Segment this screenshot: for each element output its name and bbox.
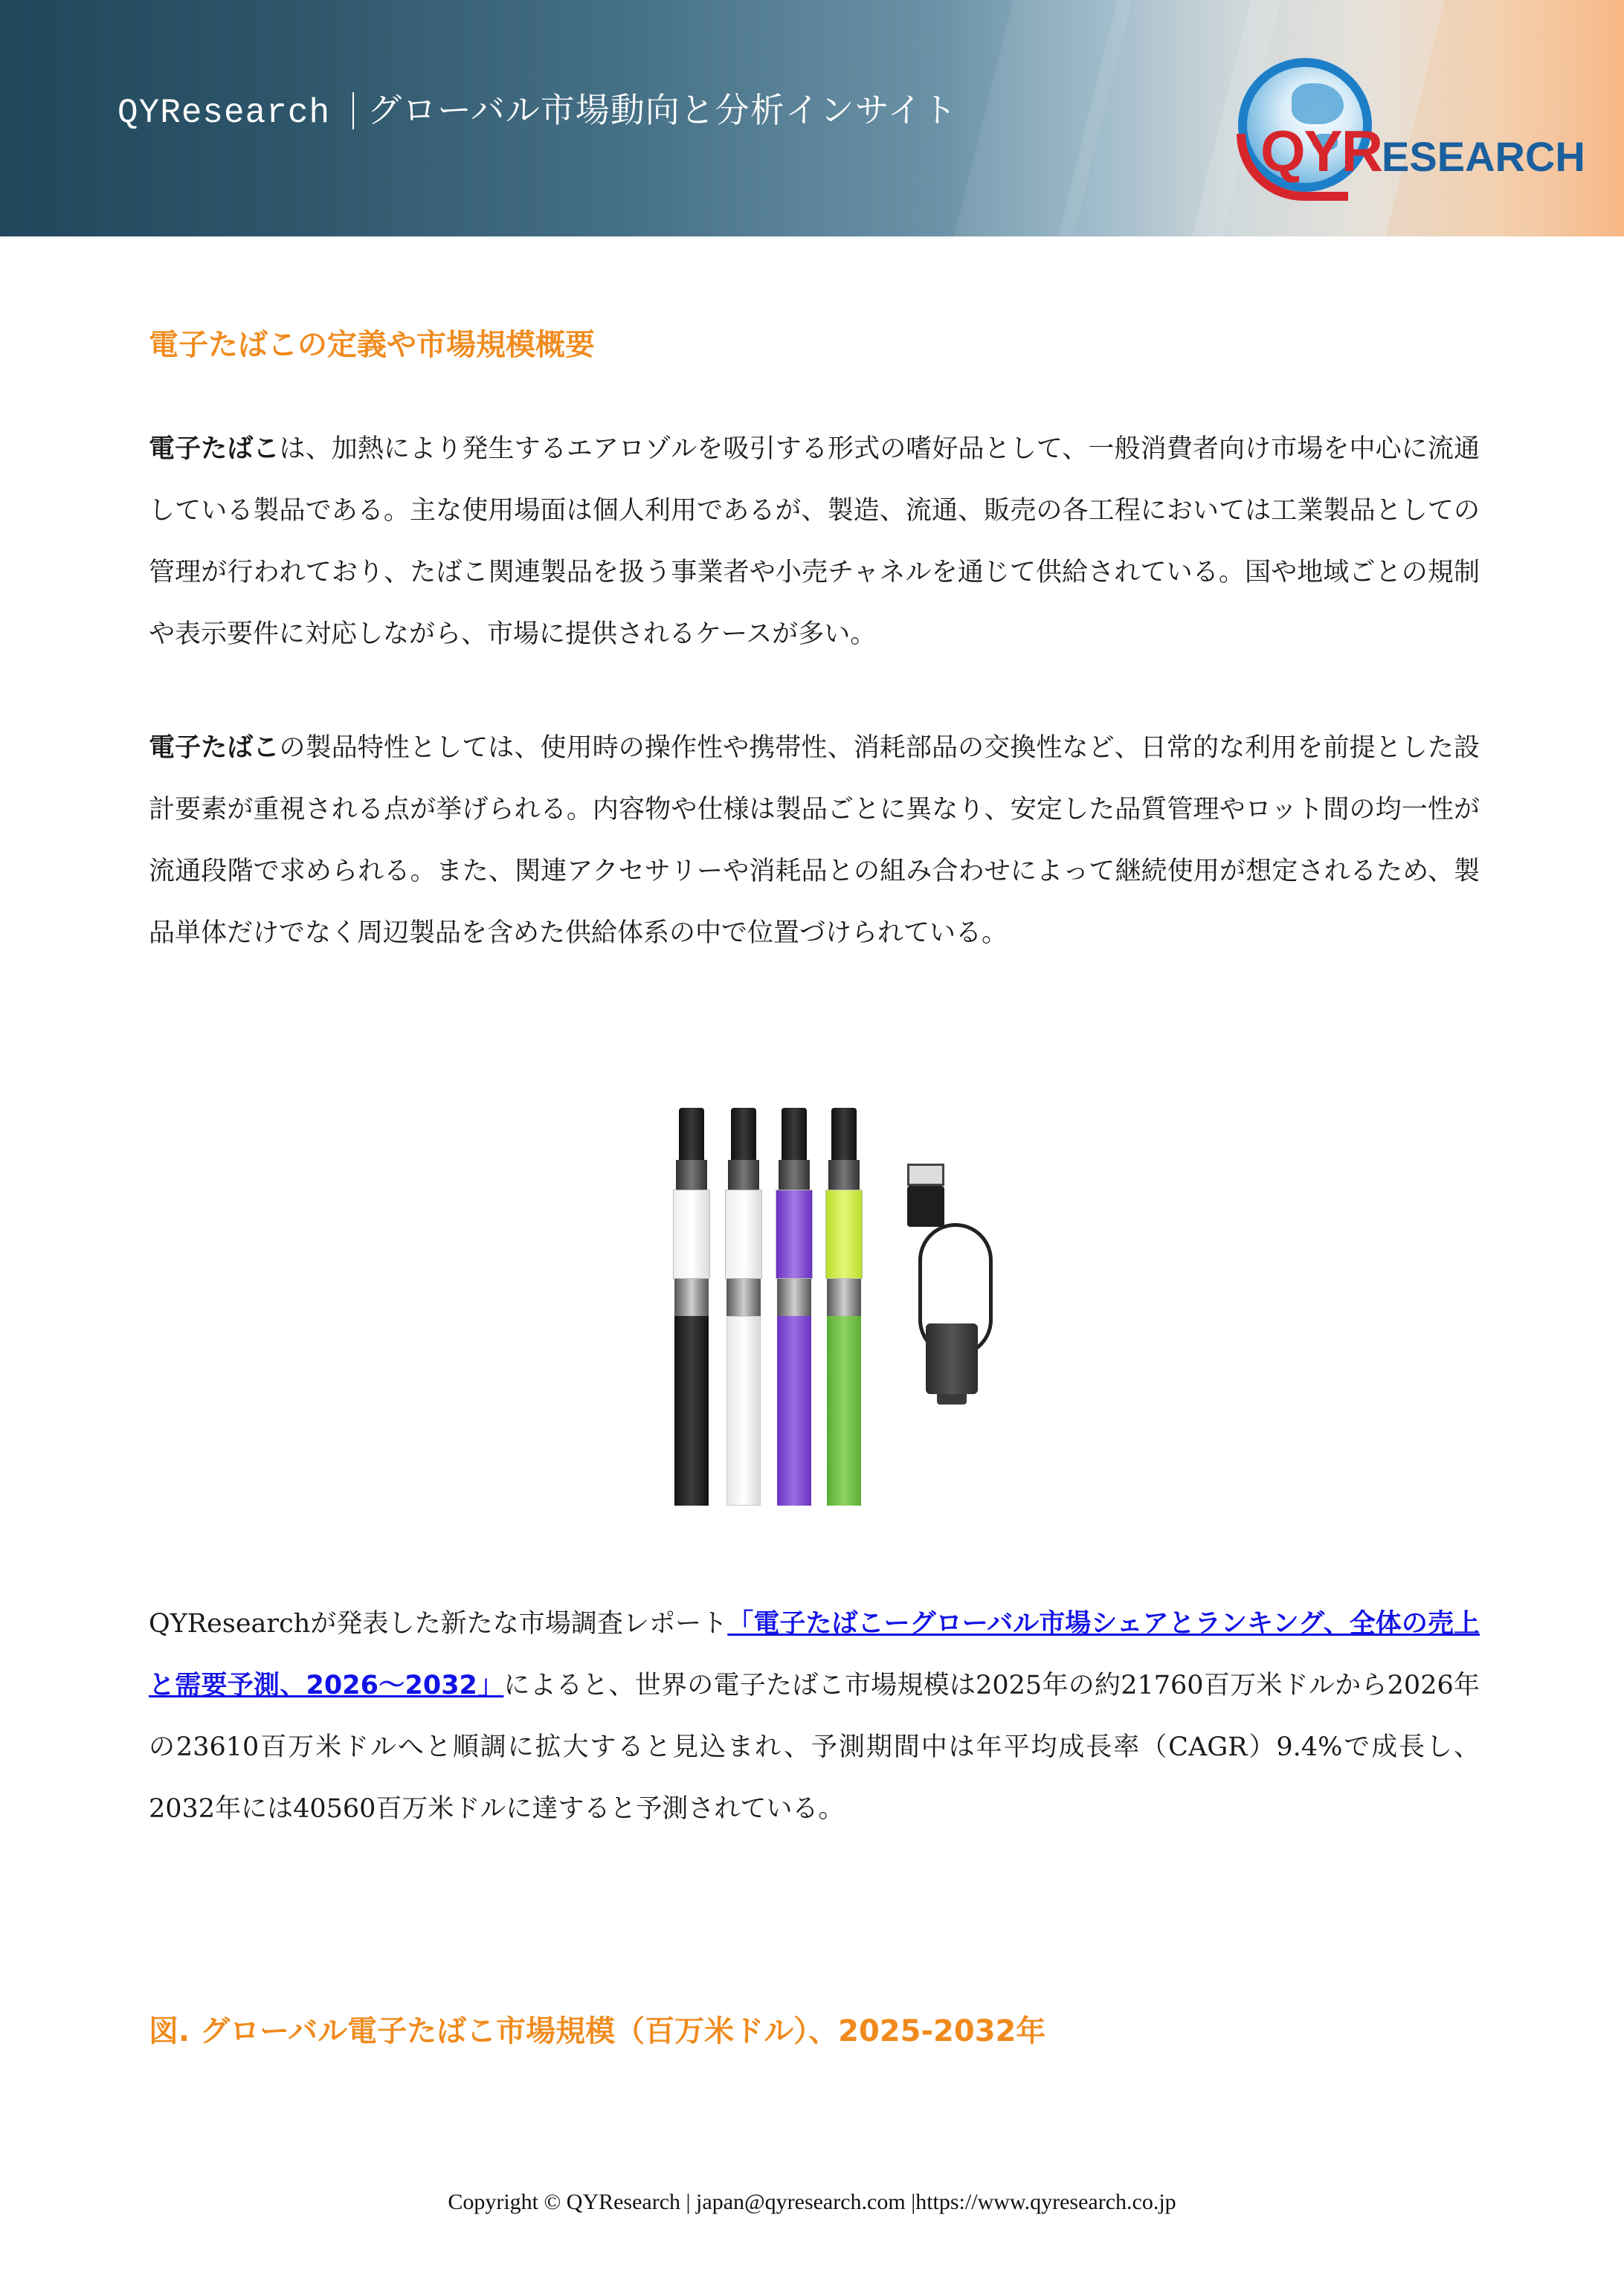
paragraph-characteristics: 電子たばこの製品特性としては、使用時の操作性や携帯性、消耗部品の交換性など、日常的な利用を前提とした設計要素が重視される点が挙げられる。内容物や仕様は製品ごとに異なり、安定した品質管理やロット間の均一性が流通段階で求められる。また、関連アクセサリーや消耗品との組み合わせによって継続使用が想定されるため、製品単体だけでなく周辺製品を含めた供給体系の中で位置づけられている。 — [149, 733, 1480, 948]
e-cigarette-black — [673, 1108, 710, 1509]
qyresearch-logo — [1238, 58, 1585, 214]
e-cigarette-green — [825, 1108, 863, 1509]
header-subtitle: グローバル市場動向と分析インサイト — [367, 90, 958, 130]
term-highlight: 電子たばこ — [149, 434, 280, 464]
report-link[interactable]: 「電子たばこーグローバル市場シェアとランキング、全体の売上と需要予測、2026～2032」 — [149, 1609, 1480, 1700]
figure-title: 図. グローバル電子たばこ市場規模（百万米ドル）、2025-2032年 — [149, 2014, 1046, 2048]
usb-charger — [900, 1164, 1004, 1416]
section-heading: 電子たばこの定義や市場規模概要 — [149, 328, 595, 362]
logo-wordmark: QYRESEARCH — [1260, 118, 1585, 184]
header-brand: QYResearch — [117, 94, 331, 132]
header-separator — [352, 92, 354, 129]
product-image — [654, 1108, 1026, 1532]
paragraph-definition: 電子たばこは、加熱により発生するエアロゾルを吸引する形式の嗜好品として、一般消費者向け市場を中心に流通している製品である。主な使用場面は個人利用であるが、製造、流通、販売の各工程においては工業製品としての管理が行われており、たばこ関連製品を扱う事業者や小売チャネルを通じて供給されている。国や地域ごとの規制や表示要件に対応しながら、市場に提供されるケースが多い。 — [149, 434, 1480, 649]
footer-copyright: Copyright © QYResearch | japan@qyresearch.com |https://www.qyresearch.co.jp — [448, 2190, 1176, 2214]
paragraph-market-size: QYResearchが発表した新たな市場調査レポート「電子たばこーグローバル市場シェアとランキング、全体の売上と需要予測、2026～2032」によると、世界の電子たばこ市場規模は2025年の約21760百万米ドルから2026年の23610百万米ドルへと順調に拡大すると見込まれ、予測期間中は年平均成長率（CAGR）9.4%で成長し、2032年には40560百万米ドルに達すると予測されている。 — [149, 1609, 1480, 1824]
header-title — [117, 83, 958, 132]
term-highlight: 電子たばこ — [149, 733, 280, 763]
e-cigarette-white — [725, 1108, 762, 1509]
header-banner — [0, 0, 1624, 236]
e-cigarette-purple — [776, 1108, 813, 1509]
